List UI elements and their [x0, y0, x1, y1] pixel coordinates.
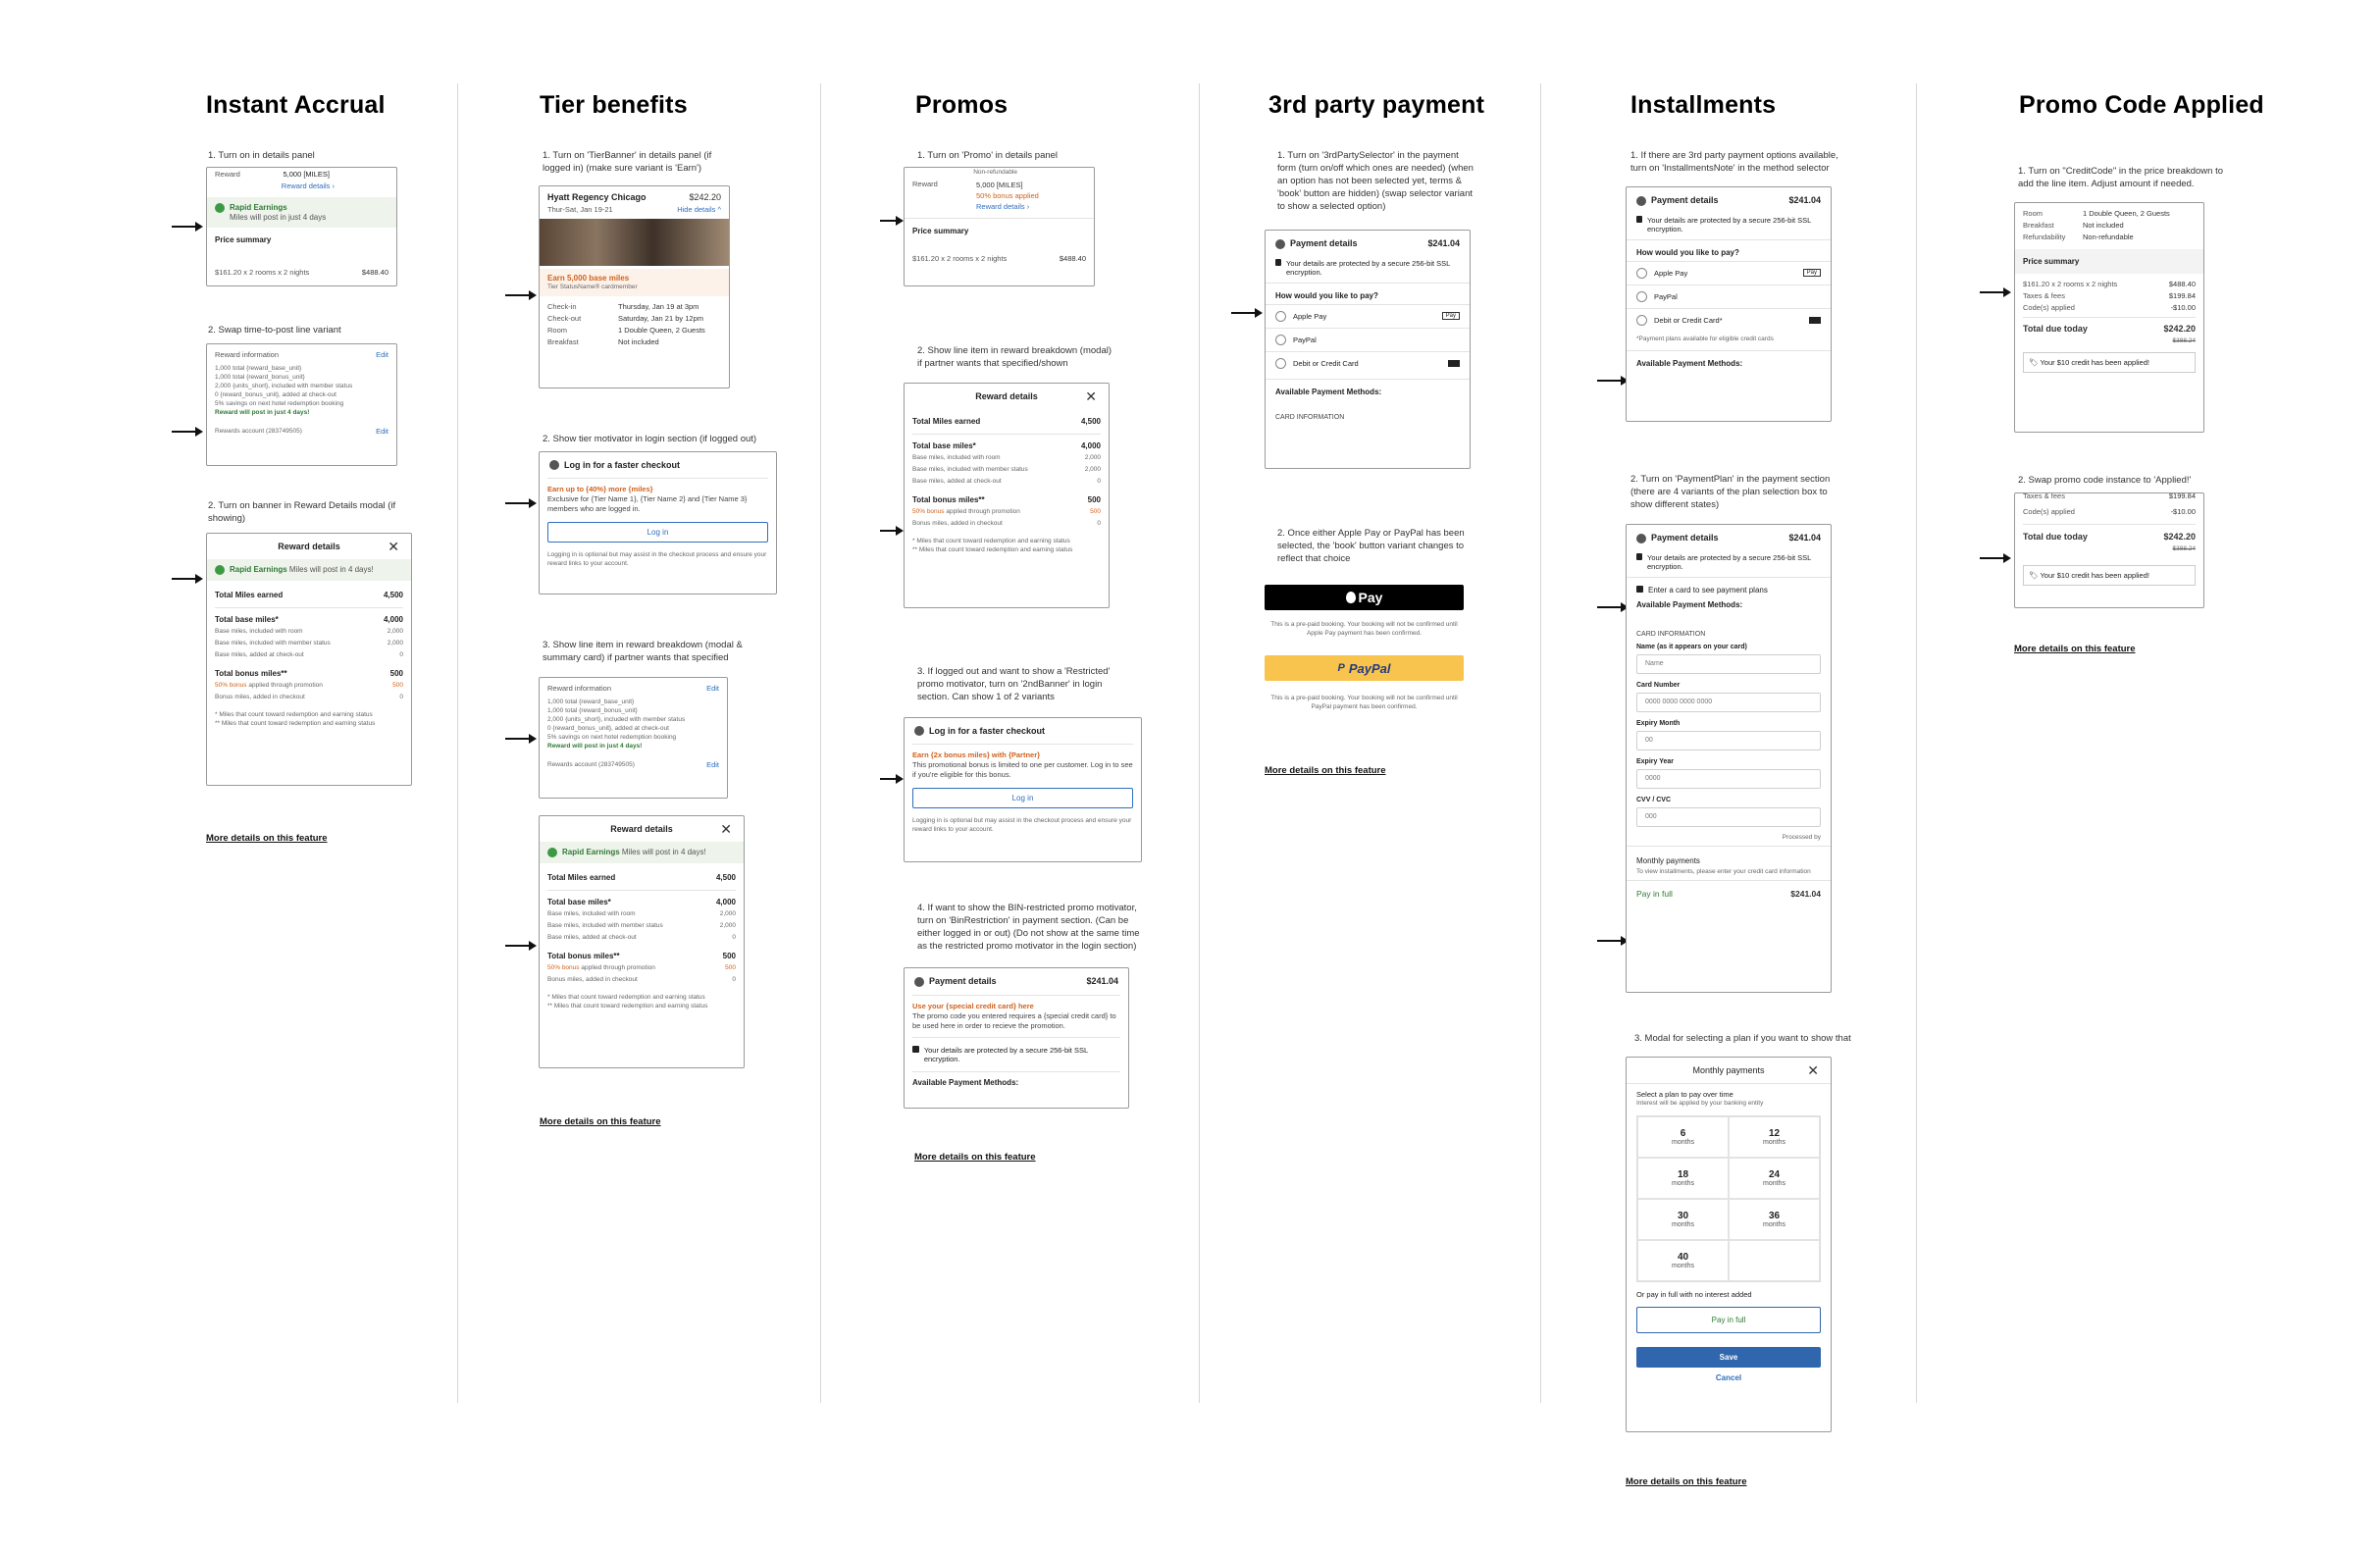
value: 5,000 [MILES] — [283, 169, 330, 179]
more-details-link[interactable]: More details on this feature — [914, 1152, 1036, 1163]
note: 1. Turn on 'TierBanner' in details panel (if logged in) (make sure variant is 'Earn') — [543, 150, 712, 174]
payment-form-card: Payment details $241.04 Your details are protected by a secure 256-bit SSL encryption. How would you like to pay? Apple Pay Pay PayPal Debit or Credit Card Available Payment Methods: CARD INFORMATION — [1265, 230, 1471, 469]
lock-icon — [1636, 553, 1642, 560]
plan-grid — [1636, 1115, 1821, 1282]
bin-restriction-motivator: Use your {special credit card} here — [912, 1001, 1034, 1010]
arrow — [1597, 606, 1627, 608]
step-icon — [1636, 196, 1646, 206]
arrow — [172, 226, 201, 228]
installments-note: *Payment plans available for eligible credit cards — [1636, 335, 1774, 342]
promo-code-applied-badge: 🏷 Your $10 credit has been applied! — [2023, 565, 2196, 586]
arrow — [1597, 940, 1627, 942]
note: 2. Turn on 'PaymentPlan' in the payment section (there are 4 variants of the plan selection box to show different states) — [1630, 474, 1831, 510]
step-icon — [914, 977, 924, 987]
apple-pay-terms: This is a pre-paid booking. Your booking will not be confirmed until Apple Pay payment has been confirmed. — [1270, 621, 1458, 637]
reward-details-modal: Reward details ✕ Total Miles earned 4,500 Total base miles* 4,000 Base miles, included with room 2,000 Base miles, included with member status 2,000 Base miles, added at check-out 0 Total bonus miles** 500 50% bonus applied through promotion 500 Bonus miles, added in checkout 0 * Miles that count toward redemption and earning status ** Miles that count toward redemption and earning status — [904, 383, 1110, 608]
monthly-payments-modal: Monthly payments ✕ Select a plan to pay over time Interest will be applied by your banking entity 6 months 12 months 18 months 24 months 30 months 36 months 40 months Or pay in full with no interest added Pay in full Save Cancel — [1626, 1057, 1832, 1432]
close-icon[interactable]: ✕ — [388, 538, 399, 554]
note: 3. Show line item in reward breakdown (modal & summary card) if partner wants that specified — [543, 640, 743, 663]
credit-card-icon — [1448, 360, 1460, 367]
tier-banner: Earn 5,000 base miles Tier StatusName® cardmember — [540, 269, 729, 296]
close-icon[interactable]: ✕ — [1807, 1061, 1819, 1078]
note: 1. Turn on in details panel — [208, 150, 315, 161]
note: 1. Turn on "CreditCode" in the price breakdown to add the line item. Adjust amount if needed. — [2018, 166, 2223, 189]
arrow — [1980, 557, 2009, 559]
more-details-link[interactable]: More details on this feature — [206, 833, 328, 844]
apple-pay-option[interactable]: Apple Pay Pay — [1266, 304, 1470, 328]
more-details-link[interactable]: More details on this feature — [1265, 765, 1386, 776]
reward-details-modal: Reward details ✕ Rapid Earnings Miles will post in 4 days! Total Miles earned 4,500 Total base miles* 4,000 Base miles, included with room 2,000 Base miles, included with member status 2,000 Base miles, added at check-out 0 Total bonus miles** 500 50% bonus applied through promotion 500 Bonus miles, added in checkout 0 * Miles that count toward redemption and earning status ** Miles that count toward redemption and earning status — [539, 815, 745, 1068]
cancel-button[interactable]: Cancel — [1715, 1373, 1742, 1382]
login-card: Log in for a faster checkout Earn {2x bonus miles} with {Partner} This promotional bonus is limited to one per customer. Log in to see if you're eligible for this bonus. Log in Logging in is optional but may assist in the checkout process and ensure your reward links to your account. — [904, 717, 1142, 862]
apple-pay-option[interactable]: Apple Pay Pay — [1627, 261, 1831, 285]
note: 2. Turn on banner in Reward Details modal (if showing) — [208, 500, 396, 524]
reward-info-card: Reward information Edit 1,000 total {reward_base_unit} 1,000 total {reward_bonus_unit} 2,000 {units_short}, included with member status 0 {reward_bonus_unit}, added at check-out 5% savings on next hotel redemption booking Reward will post in just 4 days! Rewards account (283749505) Edit — [206, 343, 397, 466]
step-icon — [1275, 239, 1285, 249]
plan-option[interactable]: 24 months — [1729, 1158, 1820, 1199]
note: 2. Show tier motivator in login section (if logged out) — [543, 434, 757, 444]
reward-info-lines: 1,000 total {reward_base_unit} 1,000 total {reward_bonus_unit} 2,000 {units_short}, included with member status 0 {reward_bonus_unit}, added at check-out 5% savings on next hotel redemption booking Reward will post in just 4 days! — [215, 364, 353, 416]
cvv-field[interactable]: 000 — [1636, 807, 1821, 827]
arrow — [172, 578, 201, 580]
apple-icon — [1346, 592, 1356, 603]
plan-option[interactable]: 18 months — [1637, 1158, 1729, 1199]
arrow — [505, 502, 535, 504]
title-installments: Installments — [1630, 91, 1777, 119]
note: 2. Once either Apple Pay or PayPal has been selected, the 'book' button variant changes to reflect that choice — [1277, 528, 1465, 564]
note: 4. If want to show the BIN-restricted promo motivator, turn on 'BinRestriction' in payment section. (Can be either logged in or out) (Do not show at the same time as the restricted promo motivator in the login section) — [917, 903, 1140, 952]
note: 2. Swap promo code instance to 'Applied!' — [2018, 475, 2192, 486]
login-button[interactable]: Log in — [547, 522, 768, 543]
separator — [1916, 83, 1917, 1403]
note: 1. Turn on '3rdPartySelector' in the payment form (turn on/off which ones are needed) (when an option has not been selected yet, terms & 'book' button are hidden) (swap selector variant to show a selected option) — [1277, 150, 1474, 212]
plan-empty — [1729, 1240, 1820, 1281]
step-icon — [1636, 534, 1646, 543]
apple-pay-button[interactable]: Pay — [1265, 585, 1464, 610]
note: 1. If there are 3rd party payment options available, turn on 'InstallmentsNote' in the method selector — [1630, 150, 1838, 174]
card-option[interactable]: Debit or Credit Card — [1266, 351, 1470, 375]
check-circle-icon — [547, 848, 557, 857]
title-instant-accrual: Instant Accrual — [206, 91, 386, 119]
label: Reward — [215, 169, 240, 179]
card-icon — [1636, 586, 1643, 593]
name-field[interactable]: Name — [1636, 654, 1821, 674]
credit-applied-badge: 🏷 Your $10 credit has been applied! — [2023, 352, 2196, 373]
separator — [1199, 83, 1200, 1403]
title-tier-benefits: Tier benefits — [540, 91, 688, 119]
hotel-photo — [540, 219, 729, 266]
user-icon — [914, 726, 924, 736]
note: 1. Turn on 'Promo' in details panel — [917, 150, 1059, 161]
paypal-button[interactable]: P PayPal — [1265, 655, 1464, 681]
credit-card-icon — [1809, 317, 1821, 324]
arrow — [880, 778, 902, 780]
installments-method-card: Payment details $241.04 Your details are protected by a secure 256-bit SSL encryption. How would you like to pay? Apple Pay Pay PayPal Debit or Credit Card* *Payment plans available for eligible credit cards Available Payment Methods: — [1626, 186, 1832, 422]
separator — [820, 83, 821, 1403]
payment-details-card: Payment details $241.04 Use your {special credit card} here The promo code you entered requires a {special credit card} to be used here in order to recieve the promotion. Your details are protected by a secure 256-bit SSL encryption. Available Payment Methods: — [904, 967, 1129, 1109]
promo-bonus: 50% bonus applied — [976, 191, 1039, 200]
edit-link[interactable]: Edit — [706, 760, 719, 769]
lock-icon — [1275, 259, 1281, 266]
note: 3. Modal for selecting a plan if you want to show that — [1634, 1033, 1851, 1044]
tier-motivator: Earn up to {40%} more {miles} — [547, 485, 653, 493]
paypal-icon: P — [1337, 662, 1345, 674]
expiry-month-field[interactable]: 00 — [1636, 731, 1821, 750]
expiry-year-field[interactable]: 0000 — [1636, 769, 1821, 789]
title-third-party: 3rd party payment — [1268, 91, 1485, 119]
details-panel-card: Reward 5,000 [MILES] Reward details › Rapid Earnings Miles will post in just 4 days Price summary $161.20 x 2 rooms x 2 nights $488.40 — [206, 167, 397, 286]
promo-details-card: Non-refundable Reward 5,000 [MILES] 50% bonus applied Reward details › Price summary $161.20 x 2 rooms x 2 nights $488.40 — [904, 167, 1095, 286]
save-button[interactable]: Save — [1636, 1347, 1821, 1368]
plan-option[interactable]: 6 months — [1637, 1116, 1729, 1158]
edit-link[interactable]: Edit — [376, 427, 388, 436]
separator — [457, 83, 458, 1403]
separator — [1540, 83, 1541, 1403]
arrow — [880, 530, 902, 532]
arrow — [880, 220, 902, 222]
more-details-link[interactable]: More details on this feature — [540, 1116, 661, 1127]
modal-title: Reward details — [278, 542, 340, 551]
more-details-link[interactable]: More details on this feature — [1626, 1476, 1747, 1487]
arrow — [1231, 312, 1261, 314]
arrow — [1980, 291, 2009, 293]
arrow — [505, 945, 535, 947]
arrow — [505, 294, 535, 296]
close-icon[interactable]: ✕ — [1085, 388, 1097, 404]
arrow — [505, 738, 535, 740]
paypal-terms: This is a pre-paid booking. Your booking will not be confirmed until PayPal payment has been confirmed. — [1270, 695, 1458, 710]
login-card: Log in for a faster checkout Earn up to {40%} more {miles} Exclusive for {Tier Name 1}, {Tier Name 2} and {Tier Name 3} members who are logged in. Log in Logging in is optional but may assist in the checkout process and ensure your reward links to your account. — [539, 451, 777, 595]
paypal-option[interactable]: PayPal — [1266, 328, 1470, 351]
edit-link[interactable]: Edit — [706, 684, 719, 693]
price-summary-label: Price summary — [215, 235, 272, 244]
hotel-details-card: Hyatt Regency Chicago $242.20 Thur-Sat, Jan 19-21 Hide details ^ Earn 5,000 base miles Tier StatusName® cardmember Check-in Thursday, Jan 19 at 3pm Check-out Saturday, Jan 21 by 12pm Room 1 Double Queen, 2 Guests Breakfast Not included — [539, 185, 730, 388]
plan-option[interactable]: 12 months — [1729, 1116, 1820, 1158]
hide-details-link[interactable]: Hide details ^ — [677, 205, 721, 214]
pay-in-full-button[interactable]: Pay in full — [1636, 1307, 1821, 1333]
close-icon[interactable]: ✕ — [720, 820, 732, 837]
price-breakdown-card: Taxes & fees $199.84 Code(s) applied -$10.00 Total due today $242.20 $388.24 🏷 Your $10 credit has been applied! — [2014, 492, 2204, 608]
check-circle-icon — [215, 203, 225, 213]
arrow — [1597, 380, 1627, 382]
enter-card-plan-box: Enter a card to see payment plans — [1627, 582, 1831, 598]
card-number-field[interactable]: 0000 0000 0000 0000 — [1636, 693, 1821, 712]
title-promos: Promos — [915, 91, 1009, 119]
plan-option[interactable]: 30 months — [1637, 1199, 1729, 1240]
check-circle-icon — [215, 565, 225, 575]
monthly-payments-label: Monthly payments — [1636, 855, 1700, 865]
lock-icon — [1636, 216, 1642, 223]
plan-option[interactable]: 40 months — [1637, 1240, 1729, 1281]
edit-link[interactable]: Edit — [376, 350, 388, 359]
apple-pay-icon: Pay — [1803, 269, 1821, 277]
login-button[interactable]: Log in — [912, 788, 1133, 808]
reward-details-link[interactable]: Reward details › — [281, 181, 335, 190]
card-option[interactable]: Debit or Credit Card* — [1627, 308, 1831, 332]
tag-icon: 🏷 — [2029, 358, 2039, 367]
more-details-link[interactable]: More details on this feature — [2014, 644, 2136, 654]
note: 2. Swap time-to-post line variant — [208, 325, 341, 336]
plan-option[interactable]: 36 months — [1729, 1199, 1820, 1240]
rapid-earnings-banner: Rapid Earnings Miles will post in 4 days! — [207, 559, 411, 581]
credit-code-line: Code(s) applied — [2023, 302, 2075, 312]
arrow — [172, 431, 201, 433]
paypal-option[interactable]: PayPal — [1627, 285, 1831, 308]
price-breakdown-card: Room 1 Double Queen, 2 Guests Breakfast Not included Refundability Non-refundable Price summary $161.20 x 2 rooms x 2 nights $488.40 Taxes & fees $199.84 Code(s) applied -$10.00 Total due today $242.20 $388.24 🏷 Your $10 credit has been applied! — [2014, 202, 2204, 433]
note: 3. If logged out and want to show a 'Restricted' promo motivator, turn on '2ndBanner' in login section. Can show 1 of 2 variants — [917, 666, 1111, 702]
rapid-earnings-banner: Rapid Earnings Miles will post in just 4 days — [207, 197, 396, 228]
tag-icon: 🏷 — [2029, 570, 2039, 580]
title-promo-code: Promo Code Applied — [2019, 91, 2264, 119]
lock-icon — [912, 1046, 919, 1053]
restricted-motivator: Earn {2x bonus miles} with {Partner} — [912, 750, 1041, 759]
reward-info-card: Reward information Edit 1,000 total {reward_base_unit} 1,000 total {reward_bonus_unit} 2,000 {units_short}, included with member status 0 {reward_bonus_unit}, added at check-out 5% savings on next hotel redemption booking Reward will post in just 4 days! Rewards account (283749505) Edit — [539, 677, 728, 799]
apple-pay-icon: Pay — [1442, 312, 1460, 320]
reward-details-link[interactable]: Reward details › — [976, 202, 1030, 211]
note: 2. Show line item in reward breakdown (modal) if partner wants that specified/shown — [917, 345, 1112, 369]
pay-in-full-option[interactable]: Pay in full — [1636, 888, 1673, 899]
reward-details-modal: Reward details ✕ Rapid Earnings Miles will post in 4 days! Total Miles earned 4,500 Total base miles* 4,000 Base miles, included with room 2,000 Base miles, included with member status 2,000 Base miles, added at check-out 0 Total bonus miles** 500 50% bonus applied through promotion 500 Bonus miles, added in checkout 0 * Miles that count toward redemption and earning status ** Miles that count toward redemption and earning status — [206, 533, 412, 786]
user-icon — [549, 460, 559, 470]
payment-plan-card: Payment details $241.04 Your details are protected by a secure 256-bit SSL encryption. Enter a card to see payment plans Available Payment Methods: CARD INFORMATION Name (as it appears on your card) Name Card Number 0000 0000 0000 0000 Expiry Month 00 Expiry Year 0000 CVV / CVC 000 Processed by Monthly payments To view installments, please enter your credit card information Pay in full $241.04 — [1626, 524, 1832, 993]
